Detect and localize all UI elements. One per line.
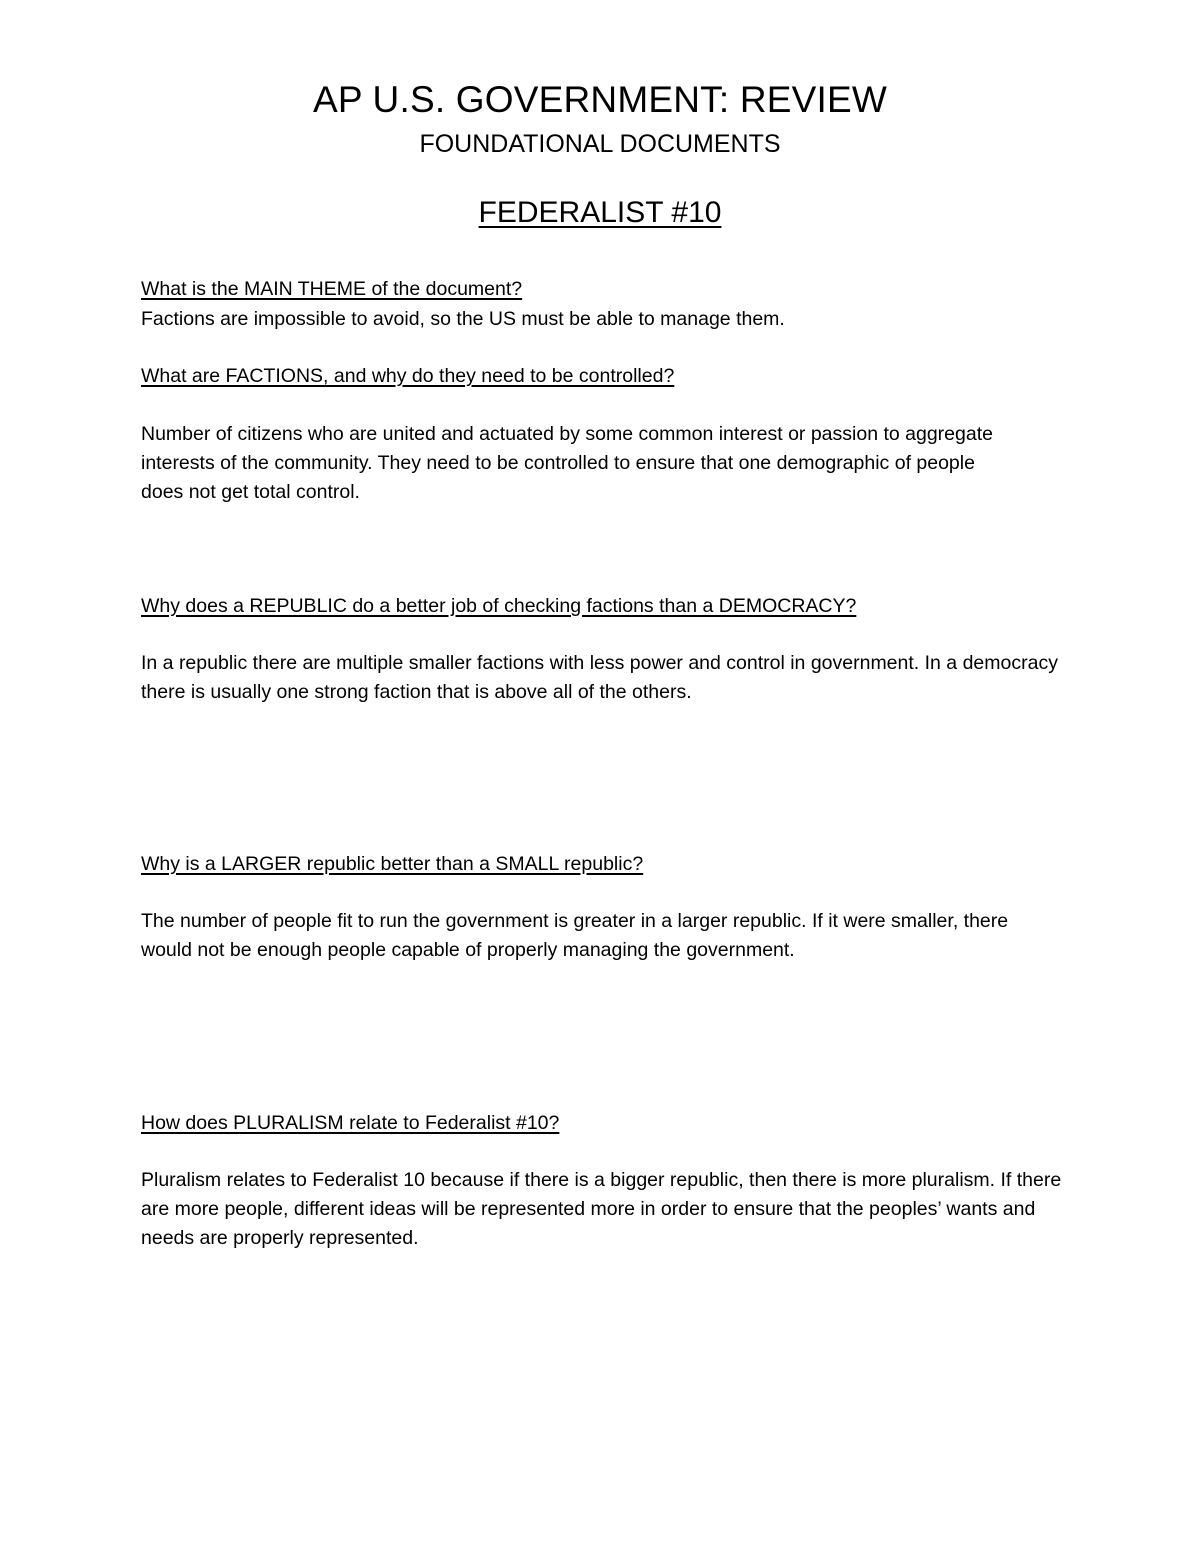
question-larger-republic: Why is a LARGER republic better than a SMALL republic? bbox=[141, 853, 644, 875]
answer-main-theme: Factions are impossible to avoid, so the US must be able to manage them. bbox=[141, 308, 785, 330]
answer-pluralism: Pluralism relates to Federalist 10 because if there is a bigger republic, then there is more pluralism. If there are more people, different ideas will be represented more in order to ensure that the peoples’ wants and needs are properly represented. bbox=[141, 1169, 1062, 1249]
page-title: AP U.S. GOVERNMENT: REVIEW bbox=[312, 79, 887, 120]
answer-larger-republic: The number of people fit to run the government is greater in a larger republic. If it were smaller, there would not be enough people capable of properly managing the government. bbox=[141, 910, 1009, 961]
question-factions: What are FACTIONS, and why do they need to be controlled? bbox=[141, 365, 675, 387]
question-pluralism: How does PLURALISM relate to Federalist #10? bbox=[141, 1112, 560, 1134]
document-heading-text: FEDERALIST #10 bbox=[478, 196, 722, 229]
answer-republic-vs-democracy: In a republic there are multiple smaller factions with less power and control in government. In a democracy there is usually one strong faction that is above all of the others. bbox=[141, 652, 1058, 703]
question-main-theme: What is the MAIN THEME of the document? bbox=[141, 278, 523, 300]
question-republic-vs-democracy: Why does a REPUBLIC do a better job of checking factions than a DEMOCRACY? bbox=[141, 595, 857, 617]
page-subtitle: FOUNDATIONAL DOCUMENTS bbox=[419, 130, 781, 158]
document-heading bbox=[0, 194, 1200, 232]
answer-factions: Number of citizens who are united and actuated by some common interest or passion to aggregate interests of the community. They need to be controlled to ensure that one demographic of people does not get total control. bbox=[141, 423, 993, 503]
